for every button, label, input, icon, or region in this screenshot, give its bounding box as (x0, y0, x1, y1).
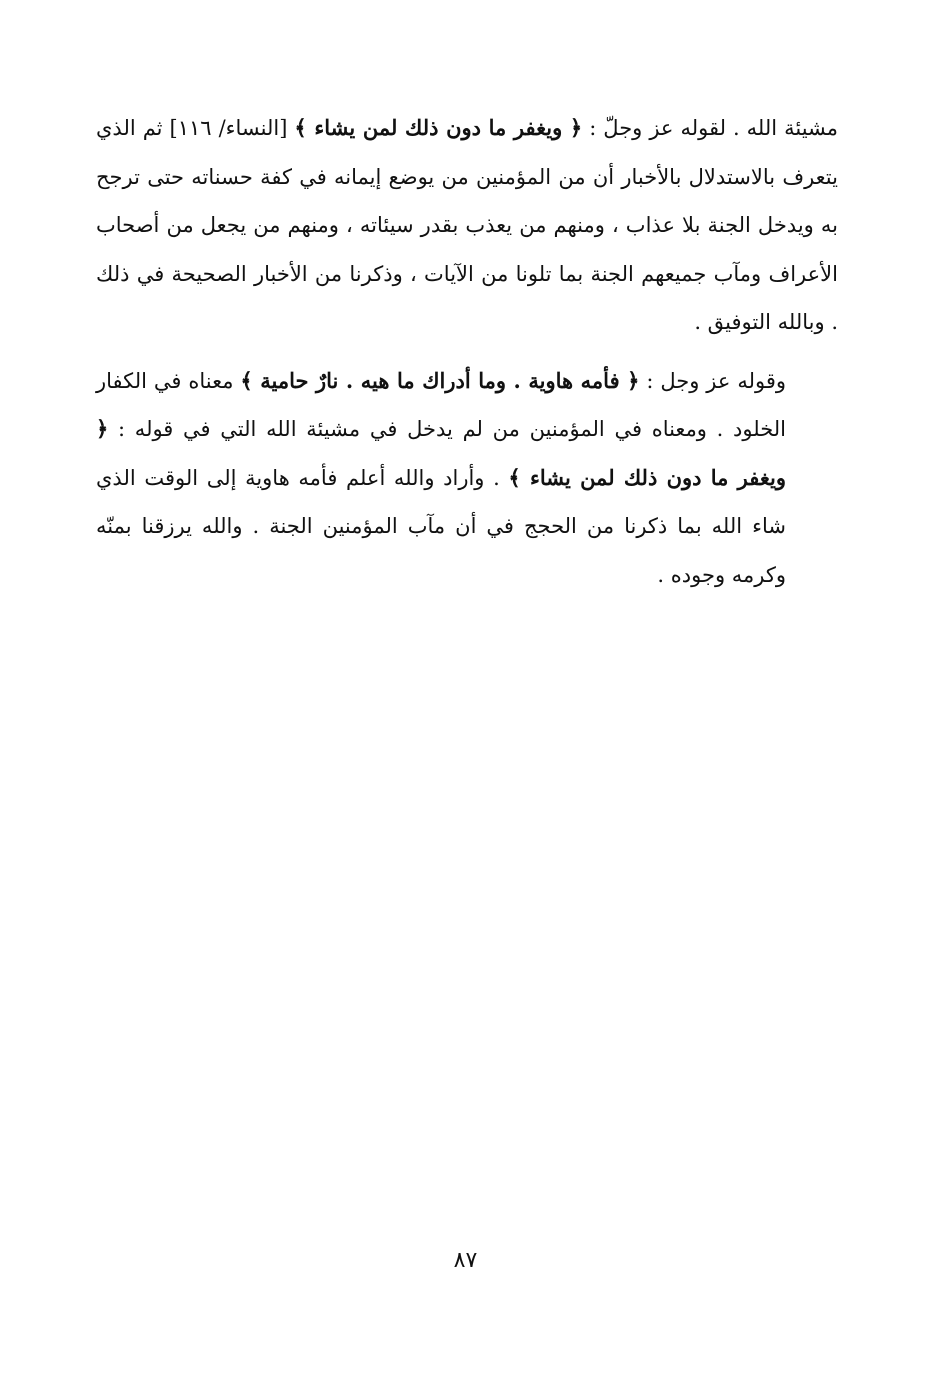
text-segment: . وأراد والله أعلم فأمه هاوية إلى الوقت الذي شاء الله بما ذكرنا من الحجج في أن مآب المؤمنين الجنة . والله يرزقنا بمنّه وكرمه وجوده . (96, 465, 786, 587)
quran-quote: ﴿ ويغفر ما دون ذلك لمن يشاء ﴾ (294, 115, 583, 140)
quran-quote: ﴿ فأمه هاوية . وما أدراك ما هيه . نارٌ حامية ﴾ (240, 367, 640, 393)
paragraph-1 (96, 104, 838, 347)
text-segment: معناه في الكفار الخلود . ومعناه في المؤمنين من لم يدخل في مشيئة الله التي في قوله : (96, 368, 786, 441)
body-text (96, 104, 838, 599)
paragraph-2 (96, 357, 838, 600)
text-segment: وقوله عز وجل : (639, 368, 787, 393)
page-number: ٨٧ (453, 1248, 478, 1273)
quran-quote: ﴿ ويغفر ما دون ذلك لمن يشاء ﴾ (96, 416, 786, 490)
text-segment: مشيئة الله . لقوله عز وجلّ : (582, 116, 839, 140)
text-segment: [النساء/ ١١٦] ثم الذي يتعرف بالاستدلال بالأخبار أن من المؤمنين من يوضع إيمانه في كفة حسناته حتى ترجح به ويدخل الجنة بلا عذاب ، ومنهم من يعذب بقدر سيئاته ، ومنهم من يجعل من أصحاب الأعراف ومآب جميعهم الجنة بما تلونا من الآيات ، وذكرنا من الأخبار الصحيحة في ذلك . وبالله التوفيق . (96, 116, 838, 334)
